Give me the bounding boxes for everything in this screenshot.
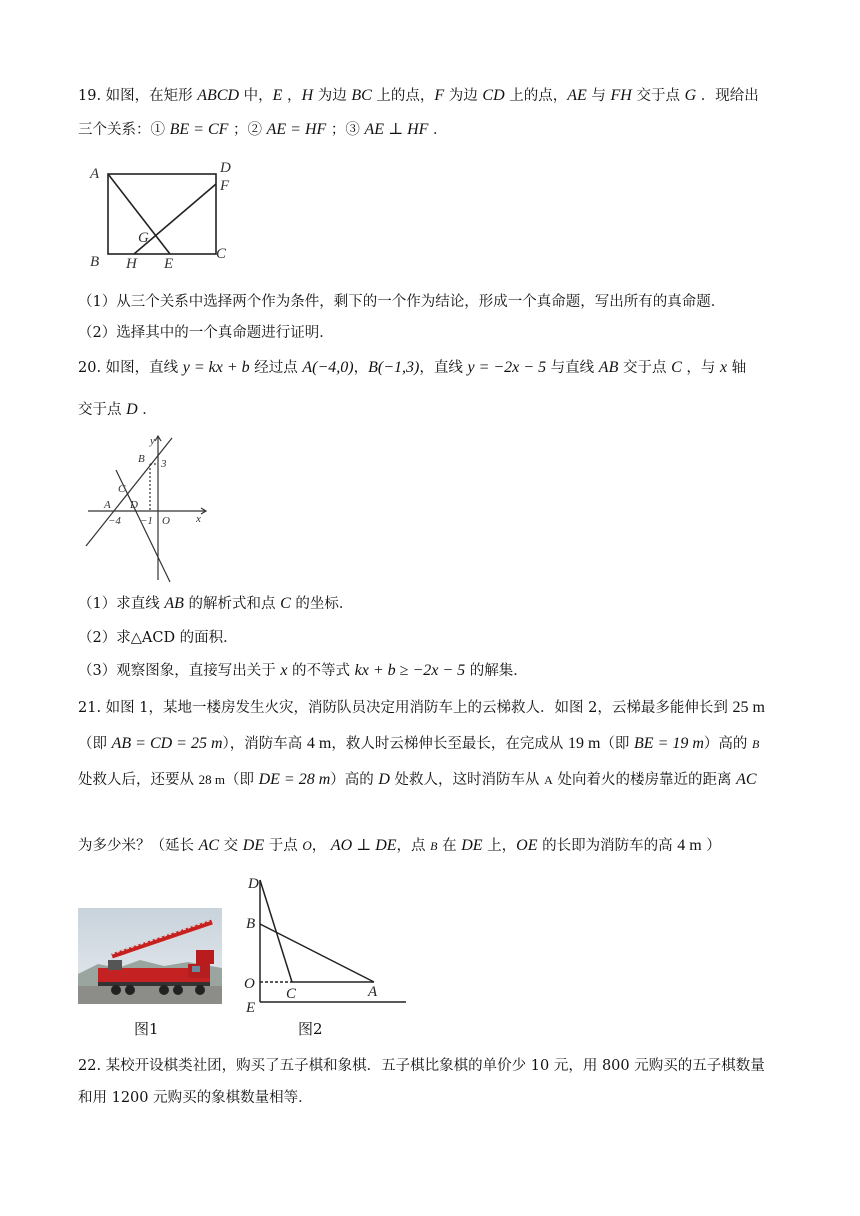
q21-stem-line2: （即 AB = CD = 25 m），消防车高 4 m，救人时云梯伸长至最长，在完成从 19 m（即 BE = 19 m）高的 B xyxy=(78,735,760,752)
q19-figure-rectangle xyxy=(86,156,246,272)
q20-sub3: （3）观察图象，直接写出关于 x 的不等式 kx + b ≥ −2x − 5 的解集． xyxy=(78,662,528,679)
label-a: A xyxy=(368,984,378,1000)
label-a: A xyxy=(90,166,100,182)
label-d: D xyxy=(248,876,259,892)
label-e: E xyxy=(246,1000,256,1016)
q21-stem-line4: 为多少米？（延长 AC 交 DE 于点 O， AO ⊥ DE，点 B 在 DE 上，OE 的长即为消防车的高 4 m ） xyxy=(78,837,721,854)
q19-sub1: （1）从三个关系中选择两个作为条件，剩下的一个作为结论，形成一个真命题，写出所有的真命题． xyxy=(78,294,726,310)
figure2-caption: 图2 xyxy=(298,1020,323,1038)
label-f: F xyxy=(220,178,230,194)
q20-stem-line1: 20. 如图，直线 y = kx + b 经过点 A(−4,0)，B(−1,3)，直线 y = −2x − 5 与直线 AB 交于点 C ，与 x 轴 xyxy=(78,359,747,376)
label-neg1: −1 xyxy=(140,515,153,527)
q19-stem-line2: 三个关系：① BE = CF ；② AE = HF ；③ AE ⊥ HF ． xyxy=(78,121,448,138)
q21-stem-line3: 处救人后，还要从 28 m（即 DE = 28 m）高的 D 处救人，这时消防车从 A 处向着火的楼房靠近的距离 AC xyxy=(78,771,757,788)
label-g: G xyxy=(138,230,149,246)
label-a: A xyxy=(104,499,111,511)
segment-ba xyxy=(260,924,374,982)
label-d: D xyxy=(130,499,138,511)
label-b: B xyxy=(90,254,100,270)
figure1-caption: 图1 xyxy=(134,1020,159,1038)
q22-stem-line2: 和用 1200 元购买的象棋数量相等． xyxy=(78,1090,313,1106)
q22-stem-line1: 22. 某校开设棋类社团，购买了五子棋和象棋．五子棋比象棋的单价少 10 元，用 800 元购买的五子棋数量 xyxy=(78,1058,765,1074)
q20-sub1: （1）求直线 AB 的解析式和点 C 的坐标． xyxy=(78,595,354,612)
q20-figure-coordinate xyxy=(84,432,214,584)
label-c: C xyxy=(216,246,227,262)
label-o: O xyxy=(162,515,170,527)
q19-stem-line1: 19. 如图，在矩形 ABCD 中，E ，H 为边 BC 上的点，F 为边 CD 上的点，AE 与 FH 交于点 G ．现给出 xyxy=(78,87,759,104)
q21-figure-geometry xyxy=(240,872,412,1018)
label-o: O xyxy=(244,976,255,992)
label-e: E xyxy=(164,256,174,272)
label-d: D xyxy=(220,160,231,176)
q19-sub2: （2）选择其中的一个真命题进行证明． xyxy=(78,325,334,341)
q20-stem-line2: 交于点 D ． xyxy=(78,401,157,418)
label-neg4: −4 xyxy=(108,515,121,527)
q21-stem-line1: 21. 如图 1，某地一楼房发生火灾，消防队员决定用消防车上的云梯救人．如图 2，云梯最多能伸长到 25 m xyxy=(78,699,765,716)
label-h: H xyxy=(126,256,137,272)
label-x: x xyxy=(196,513,201,525)
label-y: y xyxy=(150,435,155,447)
fire-truck-photo xyxy=(78,908,222,1004)
line-ab xyxy=(86,438,172,546)
label-3: 3 xyxy=(161,458,167,470)
label-c: C xyxy=(286,986,297,1002)
q20-sub2: （2）求△ACD 的面积． xyxy=(78,630,238,646)
label-c: C xyxy=(118,483,126,495)
label-b: B xyxy=(138,453,145,465)
segment-dc xyxy=(260,880,292,982)
rect-abcd xyxy=(108,174,216,254)
label-b: B xyxy=(246,916,256,932)
